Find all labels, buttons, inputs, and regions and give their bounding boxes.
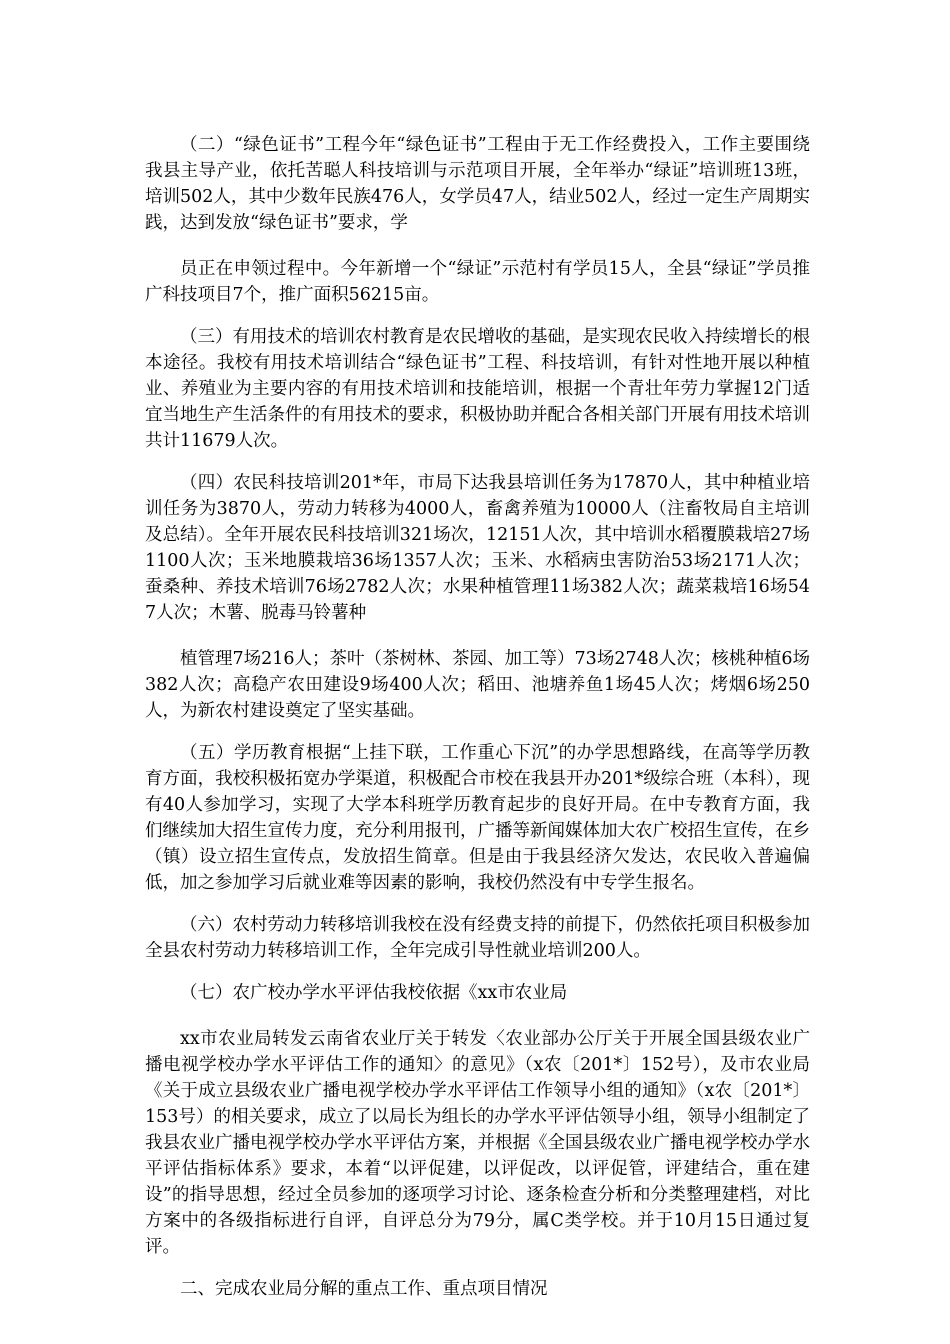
paragraph-spacer: [145, 1006, 810, 1026]
paragraph-spacer: [145, 964, 810, 980]
paragraph-spacer: [145, 454, 810, 470]
paragraph-farmer-training: （四）农民科技培训201*年，市局下达我县培训任务为17870人，其中种植业培训任务为3870人，劳动力转移为4000人，畜禽养殖为10000人（注畜牧局自主培训及总结）。全年开展农民科技培训321场次，12151人次，其中培训水稻覆膜栽培27场1100人次；玉米地膜栽培36场1357人次；玉米、水稻病虫害防治53场2171人次；蚕桑种、养技术培训76场2782人次；水果种植管理11场382人次；蔬菜栽培16场547人次；木薯、脱毒马铃薯种: [145, 473, 810, 623]
paragraph-school-evaluation: （七）农广校办学水平评估我校依据《xx市农业局: [180, 983, 568, 1003]
paragraph-spacer: [145, 626, 810, 646]
paragraph-spacer: [145, 236, 810, 256]
paragraph-spacer: [145, 1260, 810, 1276]
paragraph-green-certificate-continued: 员正在申领过程中。今年新增一个“绿证”示范村有学员15人，全县“绿证”学员推广科技项目7个，推广面积56215亩。: [145, 259, 810, 305]
paragraph-spacer: [145, 896, 810, 912]
paragraph-labor-transfer: （六）农村劳动力转移培训我校在没有经费支持的前提下，仍然依托项目积极参加全县农村劳动力转移培训工作，全年完成引导性就业培训200人。: [145, 915, 810, 961]
paragraph-green-certificate: （二）“绿色证书”工程今年“绿色证书”工程由于无工作经费投入，工作主要围绕我县主导产业，依托苦聪人科技培训与示范项目开展，全年举办“绿证”培训班13班，培训502人，其中少数年民族476人，女学员47人，结业502人，经过一定生产周期实践，达到发放“绿色证书”要求，学: [145, 135, 810, 233]
paragraph-spacer: [145, 308, 810, 324]
paragraph-spacer: [145, 724, 810, 740]
paragraph-academic-education: （五）学历教育根据“上挂下联，工作重心下沉”的办学思想路线，在高等学历教育方面，我校积极拓宽办学渠道，积极配合市校在我县开办201*级综合班（本科），现有40人参加学习，实现了大学本科班学历教育起步的良好开局。在中专教育方面，我们继续加大招生宣传力度，充分利用报刊，广播等新闻媒体加大农广校招生宣传，在乡（镇）设立招生宣传点，发放招生简章。但是由于我县经济欠发达，农民收入普遍偏低，加之参加学习后就业难等因素的影响，我校仍然没有中专学生报名。: [145, 743, 810, 893]
paragraph-farmer-training-continued: 植管理7场216人；茶叶（茶树林、茶园、加工等）73场2748人次；核桃种植6场382人次；高稳产农田建设9场400人次；稻田、池塘养鱼1场45人次；烤烟6场250人，为新农村建设奠定了坚实基础。: [145, 649, 810, 721]
document-page: [145, 132, 810, 1302]
paragraph-evaluation-details: xx市农业局转发云南省农业厅关于转发〈农业部办公厅关于开展全国县级农业广播电视学校办学水平评估工作的通知〉的意见》（x农〔201*〕152号），及市农业局《关于成立县级农业广播电视学校办学水平评估工作领导小组的通知》（x农〔201*〕153号）的相关要求，成立了以局长为组长的办学水平评估领导小组，领导小组制定了我县农业广播电视学校办学水平评估方案，并根据《全国县级农业广播电视学校办学水平评估指标体系》要求，本着“以评促建，以评促改，以评促管，评建结合，重在建设”的指导思想，经过全员参加的逐项学习讨论、逐条检查分析和分类整理建档，对比方案中的各级指标进行自评，自评总分为79分，属C类学校。并于10月15日通过复评。: [145, 1029, 810, 1257]
paragraph-practical-technology: （三）有用技术的培训农村教育是农民增收的基础，是实现农民收入持续增长的根本途径。我校有用技术培训结合“绿色证书”工程、科技培训，有针对性地开展以种植业、养殖业为主要内容的有用技术培训和技能培训，根据一个青壮年劳力掌握12门适宜当地生产生活条件的有用技术的要求，积极协助并配合各相关部门开展有用技术培训共计11679人次。: [145, 327, 810, 451]
section-heading-key-work: 二、完成农业局分解的重点工作、重点项目情况: [180, 1279, 548, 1299]
